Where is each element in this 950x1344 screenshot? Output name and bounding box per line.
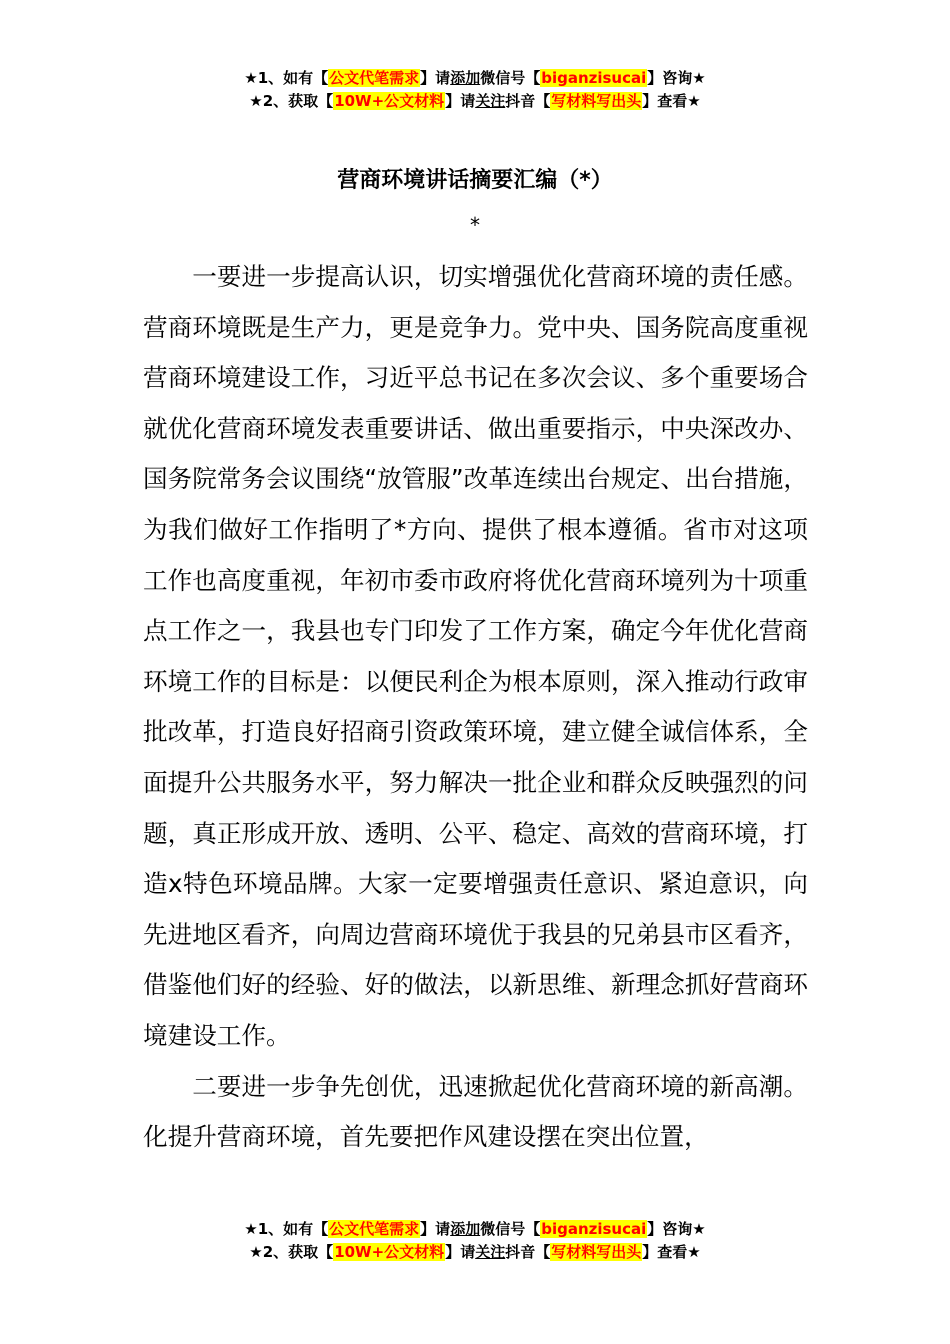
banner-highlight: 公文代笔需求 [329,1220,420,1238]
banner-line-2 [0,1241,950,1264]
header-banner [0,67,950,113]
banner-highlight: biganzisucai [541,1220,647,1238]
banner-text: ★2、获取【 [249,1243,334,1261]
document-title: 营商环境讲话摘要汇编（*） [337,168,613,193]
document-body [143,252,808,1163]
banner-text: 】请 [420,69,451,87]
banner-text: 微信号【 [480,1220,541,1238]
banner-highlight: 写材料写出头 [551,92,642,110]
banner-line-2 [0,90,950,113]
banner-underline: 添加 [450,1220,481,1238]
banner-text: 】咨询★ [647,69,706,87]
banner-highlight: 10W+公文材料 [334,1243,445,1261]
banner-underline: 关注 [475,1243,506,1261]
banner-text: ★1、如有【 [244,69,329,87]
banner-underline: 关注 [475,92,506,110]
banner-highlight: 写材料写出头 [551,1243,642,1261]
paragraph: 一要进一步提高认识，切实增强优化营商环境的责任感。营商环境既是生产力，更是竞争力。党中央、国务院高度重视营商环境建设工作，习近平总书记在多次会议、多个重要场合就优化营商环境发表重要讲话、做出重要指示，中央深改办、国务院常务会议围绕“放管服”改革连续出台规定、出台措施，为我们做好工作指明了*方向、提供了根本遵循。省市对这项工作也高度重视，年初市委市政府将优化营商环境列为十项重点工作之一，我县也专门印发了工作方案，确定今年优化营商环境工作的目标是：以便民利企为根本原则，深入推动行政审批改革，打造良好招商引资政策环境，建立健全诚信体系，全面提升公共服务水平，努力解决一批企业和群众反映强烈的问题，真正形成开放、透明、公平、稳定、高效的营商环境，打造x特色环境品牌。大家一定要增强责任意识、紧迫意识，向先进地区看齐，向周边营商环境优于我县的兄弟县市区看齐，借鉴他们好的经验、好的做法，以新思维、新理念抓好营商环境建设工作。 [143,262,808,1050]
banner-text: ★1、如有【 [244,1220,329,1238]
banner-text: 】查看★ [642,1243,701,1261]
banner-text: 】查看★ [642,92,701,110]
banner-text: 抖音【 [505,92,551,110]
banner-text: ★2、获取【 [249,92,334,110]
footer-banner [0,1218,950,1264]
document-subtitle: * [470,213,480,237]
banner-line-1 [0,67,950,90]
banner-text: 】请 [445,1243,476,1261]
banner-underline: 添加 [450,69,481,87]
banner-line-1 [0,1218,950,1241]
banner-highlight: biganzisucai [541,69,647,87]
banner-text: 】咨询★ [647,1220,706,1238]
banner-text: 】请 [420,1220,451,1238]
banner-text: 】请 [445,92,476,110]
banner-highlight: 公文代笔需求 [329,69,420,87]
banner-text: 抖音【 [505,1243,551,1261]
paragraph: 二要进一步争先创优，迅速掀起优化营商环境的新高潮。化提升营商环境，首先要把作风建设摆在突出位置， [143,1071,808,1152]
banner-text: 微信号【 [480,69,541,87]
banner-highlight: 10W+公文材料 [334,92,445,110]
